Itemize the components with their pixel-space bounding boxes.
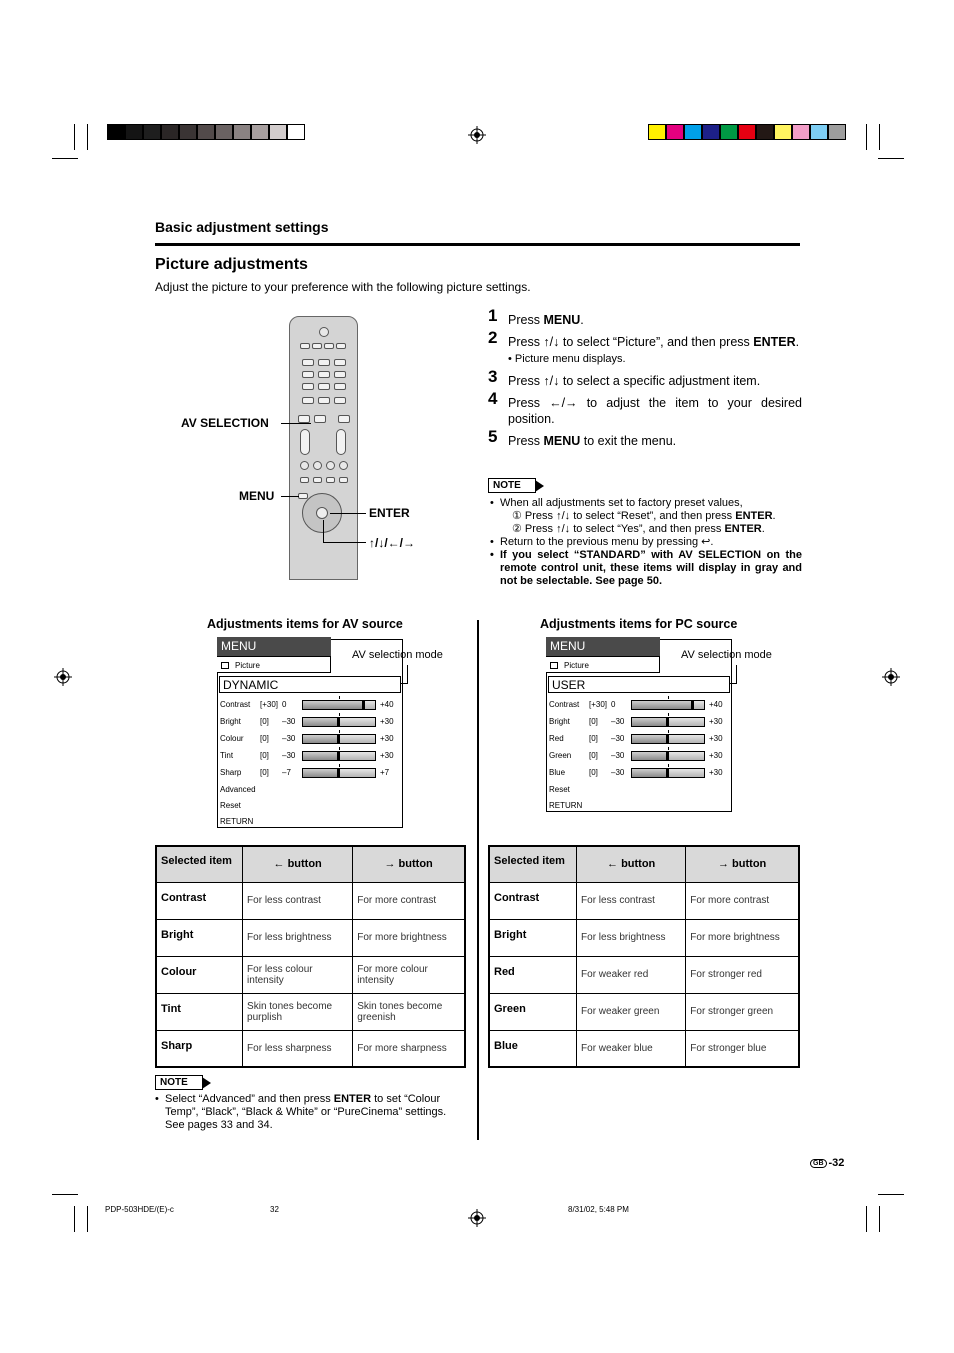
callout-line [323, 542, 366, 543]
color-swatch [684, 124, 702, 140]
menu-row-label: Bright [220, 717, 241, 726]
step-keyword: MENU [543, 434, 581, 448]
picture-icon [221, 662, 229, 669]
step-text: . [580, 313, 584, 327]
slider-knob [666, 768, 669, 778]
menu-row-default: [0] [589, 717, 598, 726]
step-1 [488, 306, 802, 328]
step-text: . [795, 335, 800, 349]
slider-fill [303, 769, 339, 777]
menu-row-max: +30 [709, 768, 723, 777]
color-swatch [269, 124, 287, 140]
color-swatch [810, 124, 828, 140]
table-row [489, 956, 799, 993]
menu-row-default: [0] [589, 768, 598, 777]
color-swatch [774, 124, 792, 140]
remote-button [334, 383, 346, 390]
slider-fill [632, 718, 668, 726]
menu-row-default: [+30] [589, 700, 608, 709]
step-5 [488, 427, 802, 449]
remote-button [313, 477, 322, 483]
menu-row-max: +30 [380, 751, 394, 760]
header-left-button: ← button [577, 846, 686, 882]
remote-button [318, 359, 330, 366]
table-cell-left: For weaker red [577, 956, 686, 993]
note-keyword: ENTER [724, 523, 762, 535]
table-cell-item: Contrast [489, 882, 577, 919]
section-rule [155, 243, 800, 246]
slider-knob [666, 717, 669, 727]
crop-mark [878, 158, 904, 159]
table-cell-left: For less contrast [577, 882, 686, 919]
step-4 [488, 389, 802, 427]
table-cell-left: For less brightness [577, 919, 686, 956]
picture-icon [550, 662, 558, 669]
remote-button [326, 477, 335, 483]
notes-block [488, 478, 802, 588]
section-title: Basic adjustment settings [155, 219, 329, 235]
table-cell-right: For more contrast [686, 882, 799, 919]
menu-row-label: Sharp [220, 768, 242, 777]
table-row [489, 1030, 799, 1067]
menu-row-max: +7 [380, 768, 390, 777]
slider-knob [666, 751, 669, 761]
menu-row-slider [631, 700, 705, 710]
menu-row-min: –7 [282, 768, 291, 777]
slider-center-tick [339, 730, 340, 733]
menu-row-max: +40 [380, 700, 394, 709]
slider-knob [362, 700, 365, 710]
menu-row-slider [631, 734, 705, 744]
menu-row [220, 750, 400, 762]
callout-line [407, 665, 408, 684]
note-text: to set “Colour Temp”, “Black”, “Black & White” or “PureCinema” settings. See pages 33 and 34. [165, 1093, 447, 1131]
registration-mark-icon [468, 126, 486, 144]
menu-row-default: [0] [260, 717, 269, 726]
page-number [810, 1157, 844, 1169]
table-cell-item: Green [489, 993, 577, 1030]
table-cell-item: Tint [156, 993, 243, 1030]
menu-row-slider [302, 734, 376, 744]
crop-mark [866, 1206, 867, 1232]
table-cell-right: For more brightness [353, 919, 465, 956]
menu-row-min: 0 [282, 700, 287, 709]
menu-item: Reset [220, 801, 241, 810]
slider-fill [632, 769, 668, 777]
remote-button [300, 461, 309, 470]
header-selected-item: Selected item [156, 846, 243, 882]
color-swatch [107, 124, 125, 140]
crop-mark [879, 124, 880, 150]
menu-row-min: –30 [282, 751, 296, 760]
pc-source-heading: Adjustments items for PC source [540, 617, 738, 631]
slider-knob [337, 717, 340, 727]
slider-fill [632, 752, 668, 760]
menu-picture-tab [546, 656, 660, 673]
menu-row [549, 716, 729, 728]
table-cell-left: For weaker blue [577, 1030, 686, 1067]
table-header-row [156, 846, 465, 882]
slider-knob [337, 768, 340, 778]
step-text: Press [508, 313, 544, 327]
gb-badge: GB [810, 1159, 827, 1168]
menu-row-max: +30 [380, 734, 394, 743]
note-text: ① Press ↑/↓ to select “Reset”, and then press [512, 510, 736, 522]
table-cell-item: Colour [156, 956, 243, 993]
slider-fill [632, 701, 693, 709]
table-row [489, 993, 799, 1030]
callout-line [736, 665, 737, 684]
arrows-callout: ↑/↓/←/→ [369, 536, 416, 550]
color-swatch [143, 124, 161, 140]
menu-row-default: [0] [260, 734, 269, 743]
column-divider [477, 620, 479, 1140]
table-row [156, 993, 465, 1030]
slider-fill [303, 701, 364, 709]
remote-button [300, 429, 310, 455]
callout-line [330, 513, 366, 514]
menu-row [549, 750, 729, 762]
menu-row [549, 699, 729, 711]
header-left-button: ← button [243, 846, 353, 882]
menu-row [549, 767, 729, 779]
menu-row-default: [0] [260, 768, 269, 777]
menu-item: RETURN [220, 817, 254, 826]
slider-center-tick [668, 764, 669, 767]
menu-row-label: Red [549, 734, 564, 743]
table-cell-right: For stronger green [686, 993, 799, 1030]
step-keyword: ENTER [753, 335, 796, 349]
menu-row-label: Contrast [549, 700, 580, 709]
slider-knob [337, 751, 340, 761]
color-swatch [756, 124, 774, 140]
header-selected-item: Selected item [489, 846, 577, 882]
step-number: 2 [488, 328, 498, 347]
crop-mark [74, 1206, 75, 1232]
color-swatch [197, 124, 215, 140]
slider-center-tick [668, 747, 669, 750]
remote-button [302, 397, 314, 404]
menu-row [220, 767, 400, 779]
slider-center-tick [668, 713, 669, 716]
page-title: Picture adjustments [155, 256, 308, 273]
table-cell-right: For stronger red [686, 956, 799, 993]
note-item [155, 1093, 467, 1132]
note-subitem: ① Press ↑/↓ to select “Reset”, and then press ENTER. [512, 510, 776, 522]
color-swatch [648, 124, 666, 140]
menu-row-min: –30 [611, 717, 625, 726]
menu-row-min: –30 [282, 734, 296, 743]
registration-mark-icon [882, 668, 900, 686]
pc-source-table [488, 845, 800, 1068]
table-row [156, 1030, 465, 1067]
menu-row-default: [+30] [260, 700, 279, 709]
table-cell-item: Sharp [156, 1030, 243, 1067]
av-source-table [155, 845, 466, 1068]
color-swatch [792, 124, 810, 140]
menu-row-min: –30 [611, 734, 625, 743]
table-cell-left: For less colour intensity [243, 956, 353, 993]
callout-line [281, 423, 311, 424]
registration-mark-icon [54, 668, 72, 686]
table-row [156, 919, 465, 956]
table-cell-left: For less sharpness [243, 1030, 353, 1067]
remote-button [298, 415, 310, 423]
table-cell-right: For more colour intensity [353, 956, 465, 993]
color-swatch [125, 124, 143, 140]
note-text: ② Press ↑/↓ to select “Yes”, and then press [512, 523, 725, 535]
table-cell-left: For less contrast [243, 882, 353, 919]
slider-knob [691, 700, 694, 710]
menu-row-label: Blue [549, 768, 566, 777]
step-number: 5 [488, 427, 498, 446]
table-cell-right: For stronger blue [686, 1030, 799, 1067]
table-header-row [489, 846, 799, 882]
slider-center-tick [339, 713, 340, 716]
step-number: 3 [488, 367, 498, 386]
menu-row-min: –30 [611, 768, 625, 777]
remote-button [336, 343, 346, 349]
header-right-button: → button [686, 846, 799, 882]
crop-mark [74, 124, 75, 150]
note-badge: NOTE [488, 478, 536, 493]
av-selection-callout: AV SELECTION [181, 416, 269, 430]
table-cell-item: Bright [156, 919, 243, 956]
footer-file: PDP-503HDE/(E)-c [105, 1205, 174, 1214]
note-subitem: ② Press ↑/↓ to select “Yes”, and then press ENTER. [512, 523, 765, 535]
remote-button [314, 415, 326, 423]
remote-button [302, 383, 314, 390]
slider-center-tick [668, 730, 669, 733]
slider-fill [303, 718, 339, 726]
menu-row-label: Colour [220, 734, 244, 743]
menu-header: MENU [217, 637, 331, 656]
menu-callout: MENU [239, 489, 275, 503]
table-cell-left: For weaker green [577, 993, 686, 1030]
remote-button [334, 397, 346, 404]
footer-date: 8/31/02, 5:48 PM [568, 1205, 629, 1214]
crop-mark [878, 1194, 904, 1195]
table-row [489, 882, 799, 919]
menu-row-default: [0] [589, 734, 598, 743]
table-cell-right: Skin tones become greenish [353, 993, 465, 1030]
remote-button [338, 415, 350, 423]
step-number: 4 [488, 389, 498, 408]
note-badge: NOTE [155, 1075, 203, 1090]
table-cell-left: For less brightness [243, 919, 353, 956]
table-cell-item: Contrast [156, 882, 243, 919]
table-cell-right: For more contrast [353, 882, 465, 919]
slider-fill [303, 735, 339, 743]
remote-button [300, 477, 309, 483]
menu-row-min: –30 [282, 717, 296, 726]
menu-item: RETURN [549, 801, 583, 810]
av-selection-mode-label: AV selection mode [681, 649, 772, 661]
slider-center-tick [339, 747, 340, 750]
table-cell-item: Blue [489, 1030, 577, 1067]
steps-list [488, 306, 802, 455]
av-note-block [155, 1075, 467, 1132]
av-selection-mode-value: USER [548, 676, 730, 693]
table-cell-item: Bright [489, 919, 577, 956]
menu-row [220, 716, 400, 728]
av-selection-mode-label: AV selection mode [352, 649, 443, 661]
table-cell-right: For more brightness [686, 919, 799, 956]
menu-row-slider [631, 717, 705, 727]
remote-button [326, 461, 335, 470]
intro-text: Adjust the picture to your preference with the following picture settings. [155, 280, 531, 294]
remote-button [300, 343, 310, 349]
menu-item: Advanced [220, 785, 256, 794]
remote-button [336, 429, 346, 455]
av-source-heading: Adjustments items for AV source [207, 617, 403, 631]
remote-menu-button [298, 493, 308, 499]
page-number-text: -32 [828, 1157, 845, 1169]
remote-enter-button [316, 507, 328, 519]
menu-row-label: Green [549, 751, 572, 760]
slider-fill [632, 735, 668, 743]
remote-button [318, 397, 330, 404]
crop-mark [52, 1194, 78, 1195]
av-selection-mode-value: DYNAMIC [219, 676, 401, 693]
color-swatch [702, 124, 720, 140]
color-swatch [215, 124, 233, 140]
crop-mark [879, 1206, 880, 1232]
step-text: Press ←/→ to adjust the item to your desired position. [508, 396, 802, 426]
table-row [156, 956, 465, 993]
menu-row-max: +30 [709, 751, 723, 760]
note-keyword: ENTER [333, 1093, 372, 1105]
color-swatch [828, 124, 846, 140]
note-text: Select “Advanced” and then press [165, 1093, 334, 1105]
color-swatch [287, 124, 305, 140]
note-item: • If you select “STANDARD” with AV SELECTION on the remote control unit, these items will display in gray and not be selectable. See page 50. [488, 549, 802, 588]
menu-row [220, 733, 400, 745]
enter-callout: ENTER [369, 506, 410, 520]
color-swatch [161, 124, 179, 140]
menu-picture-label: Picture [564, 661, 589, 670]
color-swatch [251, 124, 269, 140]
menu-row-slider [302, 768, 376, 778]
remote-button [339, 461, 348, 470]
step-text: Press ↑/↓ to select a specific adjustment item. [508, 374, 761, 388]
table-row [489, 919, 799, 956]
registration-mark-icon [468, 1209, 486, 1227]
step-number: 1 [488, 306, 498, 325]
slider-center-tick [339, 696, 340, 699]
remote-button [318, 383, 330, 390]
slider-knob [337, 734, 340, 744]
remote-button [334, 371, 346, 378]
note-text: When all adjustments set to factory preset values, [500, 497, 743, 509]
menu-row [220, 699, 400, 711]
menu-row-max: +30 [709, 734, 723, 743]
slider-knob [666, 734, 669, 744]
table-cell-item: Red [489, 956, 577, 993]
slider-fill [303, 752, 339, 760]
menu-picture-label: Picture [235, 661, 260, 670]
menu-row-slider [631, 768, 705, 778]
color-swatch [720, 124, 738, 140]
crop-mark [52, 158, 78, 159]
color-swatch [666, 124, 684, 140]
color-swatch [179, 124, 197, 140]
step-text: to exit the menu. [580, 434, 677, 448]
note-item [488, 497, 802, 536]
menu-row-default: [0] [260, 751, 269, 760]
step-text: Press ↑/↓ to select “Picture”, and then press [508, 335, 754, 349]
crop-mark [87, 1206, 88, 1232]
menu-row-label: Contrast [220, 700, 251, 709]
remote-button [302, 371, 314, 378]
menu-row [549, 733, 729, 745]
color-swatch [738, 124, 756, 140]
menu-header: MENU [546, 637, 660, 656]
table-row [156, 882, 465, 919]
menu-row-default: [0] [589, 751, 598, 760]
note-keyword: ENTER [735, 510, 773, 522]
step-text: Press [508, 434, 544, 448]
note-item: • Return to the previous menu by pressing ↩. [488, 536, 802, 549]
step-2 [488, 328, 802, 367]
menu-row-label: Bright [549, 717, 570, 726]
footer-page: 32 [270, 1205, 279, 1214]
remote-button [302, 359, 314, 366]
color-swatch [233, 124, 251, 140]
menu-picture-tab [217, 656, 331, 673]
remote-button [312, 343, 322, 349]
step-keyword: MENU [543, 313, 581, 327]
menu-row-min: –30 [611, 751, 625, 760]
slider-center-tick [339, 764, 340, 767]
callout-line [323, 520, 324, 542]
menu-item: Reset [549, 785, 570, 794]
remote-button [324, 343, 334, 349]
step-subtext: • Picture menu displays. [508, 353, 626, 365]
remote-button [339, 477, 348, 483]
header-right-button: → button [353, 846, 465, 882]
menu-row-slider [302, 700, 376, 710]
slider-center-tick [668, 696, 669, 699]
menu-row-max: +30 [380, 717, 394, 726]
menu-row-max: +30 [709, 717, 723, 726]
remote-button [318, 371, 330, 378]
menu-row-label: Tint [220, 751, 234, 760]
table-cell-right: For more sharpness [353, 1030, 465, 1067]
remote-button [334, 359, 346, 366]
menu-row-slider [631, 751, 705, 761]
crop-mark [866, 124, 867, 150]
step-3 [488, 367, 802, 389]
crop-mark [87, 124, 88, 150]
menu-row-slider [302, 751, 376, 761]
remote-button [313, 461, 322, 470]
table-cell-left: Skin tones become purplish [243, 993, 353, 1030]
menu-row-max: +40 [709, 700, 723, 709]
callout-line [281, 496, 299, 497]
menu-row-min: 0 [611, 700, 616, 709]
power-button [319, 327, 329, 337]
menu-row-slider [302, 717, 376, 727]
